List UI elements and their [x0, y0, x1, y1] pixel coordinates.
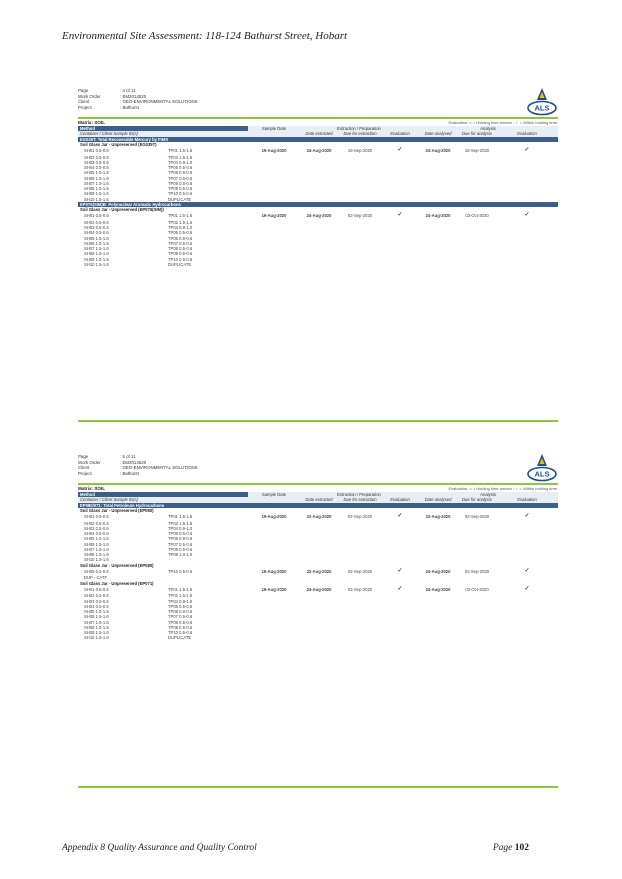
table-cell	[338, 262, 382, 267]
table-row	[78, 262, 558, 267]
sample-id: TP01 1.5-1.6	[168, 148, 193, 154]
col-extraction: Extraction / Preparation	[300, 126, 418, 131]
sample-date: 19-Aug-2020	[261, 514, 287, 520]
sample-id: DUPLICATE	[168, 635, 192, 641]
sample-id: SH10 1.5-1.6	[84, 261, 109, 267]
sample-id: TP08 0.5-0.6	[168, 180, 193, 186]
legend: Evaluation: × = Holding time breach ; ✓ = Within holding time.	[448, 120, 558, 125]
sample-id: DUPLICATE	[168, 196, 192, 202]
col-analysis: Analysis	[418, 126, 558, 131]
sample-id: SH08 1.5-1.6	[84, 624, 109, 630]
sample-id: DUP - CATF	[84, 575, 108, 581]
sample-id: TP08 0.5-0.6	[168, 546, 193, 552]
due-extraction: 16-Sep-2020	[347, 148, 373, 154]
sample-id: TP04 0.9-1.0	[168, 598, 193, 604]
sample-id: SH05 1.5-1.6	[84, 235, 109, 241]
footer-page-number: 102	[514, 843, 529, 853]
report-meta: Page : 5 of 11 Work Order : EM2014520 Client : GEO-ENVIRONMENTAL SOLUTIONS Project : Bathurst	[78, 454, 198, 476]
sample-id: SH08 1.5-1.6	[84, 251, 109, 257]
due-analysis: 03-Oct-2020	[465, 213, 489, 219]
sample-id: SH06 1.5-1.6	[84, 240, 109, 246]
client: GEO-ENVIRONMENTAL SOLUTIONS	[122, 465, 198, 470]
table-cell	[300, 262, 338, 267]
sample-id: TP02 1.5-1.6	[168, 593, 193, 599]
footer-title: Appendix 8 Quality Assurance and Quality Control	[62, 843, 257, 853]
sample-id: TP07 0.5-0.6	[168, 614, 193, 620]
legend: Evaluation: × = Holding time breach ; ✓ = Within holding time.	[448, 486, 558, 491]
meta-label: Work Order	[78, 93, 101, 99]
sample-id: SH07 1.5-1.6	[84, 546, 109, 552]
date-analysed: 24-Aug-2020	[425, 213, 451, 219]
container-name: Soil Glass Jar - Unpreserved (EP075(SIM))	[80, 207, 164, 212]
page-number: : 4 of 11	[120, 88, 136, 93]
sample-id: SH09 1.5-1.6	[84, 256, 109, 262]
page-separator	[78, 420, 558, 422]
table-cell	[458, 262, 496, 267]
sample-id: TP05 0.5-0.6	[168, 165, 193, 170]
report-meta: Page : 4 of 11 Work Order : EM2014520 Client : GEO-ENVIRONMENTAL SOLUTIONS Project : Bathurst	[78, 88, 198, 110]
date-extracted: 24-Aug-2020	[306, 213, 332, 219]
date-analysed: 24-Aug-2020	[425, 568, 451, 574]
footer-page	[493, 843, 529, 853]
check-icon: ✓	[524, 585, 530, 592]
sample-id: TP10 0.5-0.6	[168, 568, 193, 574]
sample-id: SH08 1.5-1.6	[84, 552, 109, 557]
sample-id: TP10 0.5-0.6	[168, 256, 193, 262]
sample-id: SH10 1.5-1.6	[84, 557, 109, 563]
logo-text: ALS	[534, 469, 550, 479]
sample-id: TP02 1.5-1.6	[168, 520, 193, 526]
col-date-extracted: Date extracted	[300, 497, 338, 502]
sample-id: SH01 0.5-0.6	[84, 213, 109, 219]
table-cell	[418, 635, 458, 640]
sample-id: SH05 1.5-1.6	[84, 170, 109, 176]
report-page-2	[78, 454, 558, 764]
sample-id: SH06 1.5-1.6	[84, 614, 109, 620]
sample-id: TP02 1.5-1.6	[168, 219, 193, 225]
check-icon: ✓	[524, 567, 530, 574]
project: Bathurst	[122, 104, 139, 110]
sample-id: SH10 1.5-1.6	[84, 635, 109, 641]
sample-id: TP09 0.5-0.6	[168, 186, 193, 191]
col-date-analysed: Date analysed	[418, 497, 458, 502]
check-icon: ✓	[397, 513, 403, 519]
sample-id: DUPLICATE	[168, 261, 192, 267]
date-extracted: 22-Aug-2020	[306, 568, 332, 574]
table-cell	[338, 635, 382, 640]
due-extraction: 02-Sep-2020	[347, 514, 373, 520]
due-extraction: 02-Sep-2020	[347, 213, 373, 219]
col-due-analysis: Due for analysis	[458, 131, 496, 136]
section-title: EG035T: Total Recoverable Mercury by FIMS	[78, 137, 558, 142]
sample-date: 19-Aug-2020	[261, 213, 287, 219]
report-page-1	[78, 88, 558, 298]
due-extraction: 02-Sep-2020	[347, 586, 373, 592]
matrix-label: Matrix: SOIL	[78, 120, 106, 125]
table-cell	[496, 635, 558, 640]
sample-id: SH03 0.5-0.6	[84, 225, 109, 230]
sample-id: TP09 1.0-1.0	[168, 552, 193, 557]
sample-id: TP02 1.5-1.6	[168, 154, 193, 160]
als-logo-icon	[526, 452, 558, 484]
col-due-extraction: Due for extraction	[338, 497, 382, 502]
table-row	[78, 212, 558, 220]
sample-id: TP04 0.9-1.0	[168, 159, 193, 165]
table-cell	[300, 635, 338, 640]
sample-id: SH09 1.5-1.6	[84, 630, 109, 635]
meta-label: Work Order	[78, 459, 101, 465]
col-extraction: Extraction / Preparation	[300, 492, 418, 497]
sample-id: SH02 0.5-0.6	[84, 219, 109, 225]
sample-id: SH01 0.5-0.6	[84, 586, 109, 592]
table-row	[78, 586, 558, 594]
sample-id: TP01 1.5-1.6	[168, 586, 193, 592]
sample-id: SH05 1.5-1.6	[84, 536, 109, 542]
meta-label: Client	[78, 465, 90, 470]
col-due-analysis: Due for analysis	[458, 497, 496, 502]
sample-id: SH01 0.5-0.6	[84, 514, 109, 520]
sample-id: TP09 0.5-0.6	[168, 251, 193, 257]
sample-id: SH07 1.5-1.6	[84, 180, 109, 186]
sample-id: TP09 0.5-0.6	[168, 624, 193, 630]
date-extracted: 22-Aug-2020	[306, 514, 332, 520]
sample-id: TP06 0.9-0.6	[168, 235, 193, 241]
work-order: EM2014520	[122, 93, 147, 99]
table-cell	[248, 262, 300, 267]
sample-id: TP05 0.5-0.6	[168, 230, 193, 236]
section-title: EP075(SIM)B: Polynuclear Aromatic Hydrocarbons	[78, 202, 558, 207]
date-analysed: 24-Aug-2020	[425, 586, 451, 592]
sample-id: SH03 0.5-0.6	[84, 598, 109, 604]
sample-id: SH06 1.5-1.6	[84, 175, 109, 181]
sample-id: SH01 0.5-0.6	[84, 148, 109, 154]
sample-id: TP06 0.9-0.6	[168, 609, 193, 614]
col-method: Method	[78, 126, 248, 131]
sample-id: TP01 1.5-1.6	[168, 514, 193, 520]
section-title: EP080/071: Total Petroleum Hydrocarbons	[78, 503, 558, 508]
sample-id: SH10 1.5-1.6	[84, 196, 109, 202]
col-date-analysed: Date analysed	[418, 131, 458, 136]
table-cell	[382, 635, 418, 640]
table-cell	[496, 262, 558, 267]
col-container: Container / Client Sample ID(s)	[78, 497, 248, 502]
sample-id: TP05 0.5-0.6	[168, 531, 193, 536]
check-icon: ✓	[397, 212, 403, 219]
sample-date: 19-Aug-2020	[261, 586, 287, 592]
col-evaluation: Evaluation	[382, 497, 418, 502]
sample-id: TP04 0.9-1.0	[168, 525, 193, 531]
page-number: : 5 of 11	[120, 454, 136, 459]
check-icon: ✓	[397, 585, 403, 592]
meta-label: Page	[78, 88, 89, 93]
check-icon: ✓	[397, 147, 403, 153]
col-date-extracted: Date extracted	[300, 131, 338, 136]
logo-text: ALS	[534, 103, 550, 113]
sample-id: SH03 0.5-0.6	[84, 159, 109, 165]
sample-id: TP04 0.9-1.0	[168, 225, 193, 230]
project: Bathurst	[122, 470, 139, 476]
sample-date: 19-Aug-2020	[261, 148, 287, 154]
sample-id: SH06 1.5-1.6	[84, 541, 109, 547]
col-due-extraction: Due for extraction	[338, 131, 382, 136]
page-separator	[78, 786, 558, 788]
sample-id: SH09 1.5-1.6	[84, 191, 109, 197]
green-divider	[78, 483, 558, 485]
col-evaluation: Evaluation	[496, 497, 558, 502]
sample-id: TP05 0.5-0.6	[168, 603, 193, 609]
sample-id: TP06 0.9-0.6	[168, 536, 193, 542]
col-method: Method	[78, 492, 248, 497]
date-analysed: 24-Aug-2020	[425, 148, 451, 154]
sample-id: TP08 0.5-0.6	[168, 619, 193, 625]
col-container: Container / Client Sample ID(s)	[78, 131, 248, 136]
sample-id: SH02 0.5-0.6	[84, 154, 109, 160]
work-order: EM2014520	[122, 459, 147, 465]
client: GEO-ENVIRONMENTAL SOLUTIONS	[122, 99, 198, 104]
container-name: Soil Glass Jar - Unpreserved (EP080)	[80, 562, 154, 568]
sample-id: SH04 0.5-0.6	[84, 603, 109, 609]
footer-page-label: Page	[492, 843, 513, 853]
date-extracted: 24-Aug-2020	[306, 148, 332, 154]
als-logo-icon	[526, 86, 558, 118]
sample-id: SH03 0.5-0.6	[84, 525, 109, 531]
col-sample-date: Sample Date	[248, 492, 300, 497]
sample-id: TP07 0.5-0.6	[168, 175, 193, 181]
due-analysis: 02-Sep-2020	[464, 568, 490, 574]
col-evaluation: Evaluation	[382, 131, 418, 136]
table-row	[78, 635, 558, 640]
due-analysis: 03-Oct-2020	[465, 586, 489, 592]
document-header: Environmental Site Assessment: 118-124 Bathurst Street, Hobart	[62, 30, 348, 42]
check-icon: ✓	[524, 513, 530, 519]
sample-id: TP07 0.5-0.6	[168, 541, 193, 547]
sample-id: SH04 0.5-0.6	[84, 531, 109, 536]
check-icon: ✓	[397, 567, 403, 574]
sample-id: TP07 0.5-0.6	[168, 240, 193, 246]
holding-time-table	[78, 126, 558, 267]
sample-id: SH07 1.5-1.6	[84, 619, 109, 625]
table-row	[78, 147, 558, 155]
due-analysis: 16-Sep-2020	[464, 148, 490, 154]
check-icon: ✓	[524, 147, 530, 153]
sample-id: SH05 1.5-1.6	[84, 609, 109, 614]
meta-label: Project	[78, 470, 92, 476]
sample-id: SH07 1.5-1.6	[84, 246, 109, 251]
sample-id: SH04 0.5-0.6	[84, 230, 109, 236]
table-row	[78, 568, 558, 576]
container-name: Soil Glass Jar - Unpreserved (EP080)	[80, 507, 154, 513]
green-divider	[78, 117, 558, 119]
table-cell	[458, 635, 496, 640]
sample-id: TP08 0.5-0.6	[168, 246, 193, 251]
check-icon: ✓	[524, 212, 530, 219]
sample-id: TP06 0.9-0.6	[168, 170, 193, 176]
sample-id: SH08 1.5-1.6	[84, 186, 109, 191]
col-sample-date: Sample Date	[248, 126, 300, 131]
col-analysis: Analysis	[418, 492, 558, 497]
sample-date: 19-Aug-2020	[261, 568, 287, 574]
table-row	[78, 513, 558, 521]
due-extraction: 02-Sep-2020	[347, 568, 373, 574]
sample-id: TP10 0.5-0.6	[168, 630, 193, 635]
due-analysis: 02-Sep-2020	[464, 514, 490, 520]
container-name: Soil Glass Jar - Unpreserved (EP071)	[80, 580, 154, 586]
meta-label: Project	[78, 104, 92, 110]
date-analysed: 22-Aug-2020	[425, 514, 451, 520]
sample-id: TP01 1.5-1.6	[168, 213, 193, 219]
col-evaluation: Evaluation	[496, 131, 558, 136]
date-extracted: 24-Aug-2020	[306, 586, 332, 592]
table-cell	[248, 635, 300, 640]
meta-label: Client	[78, 99, 90, 104]
sample-id: SH02 0.5-0.6	[84, 593, 109, 599]
meta-label: Page	[78, 454, 89, 459]
matrix-label: Matrix: SOIL	[78, 486, 106, 491]
sample-id: TP10 0.5-0.6	[168, 191, 193, 197]
container-name: Soil Glass Jar - Unpreserved (EG035T)	[80, 141, 157, 147]
holding-time-table	[78, 492, 558, 641]
sample-id: SH04 0.5-0.6	[84, 165, 109, 170]
table-cell	[418, 262, 458, 267]
sample-id: SH02 0.5-0.6	[84, 520, 109, 526]
sample-id: SH09 0.5-0.6	[84, 568, 109, 574]
table-cell	[382, 262, 418, 267]
